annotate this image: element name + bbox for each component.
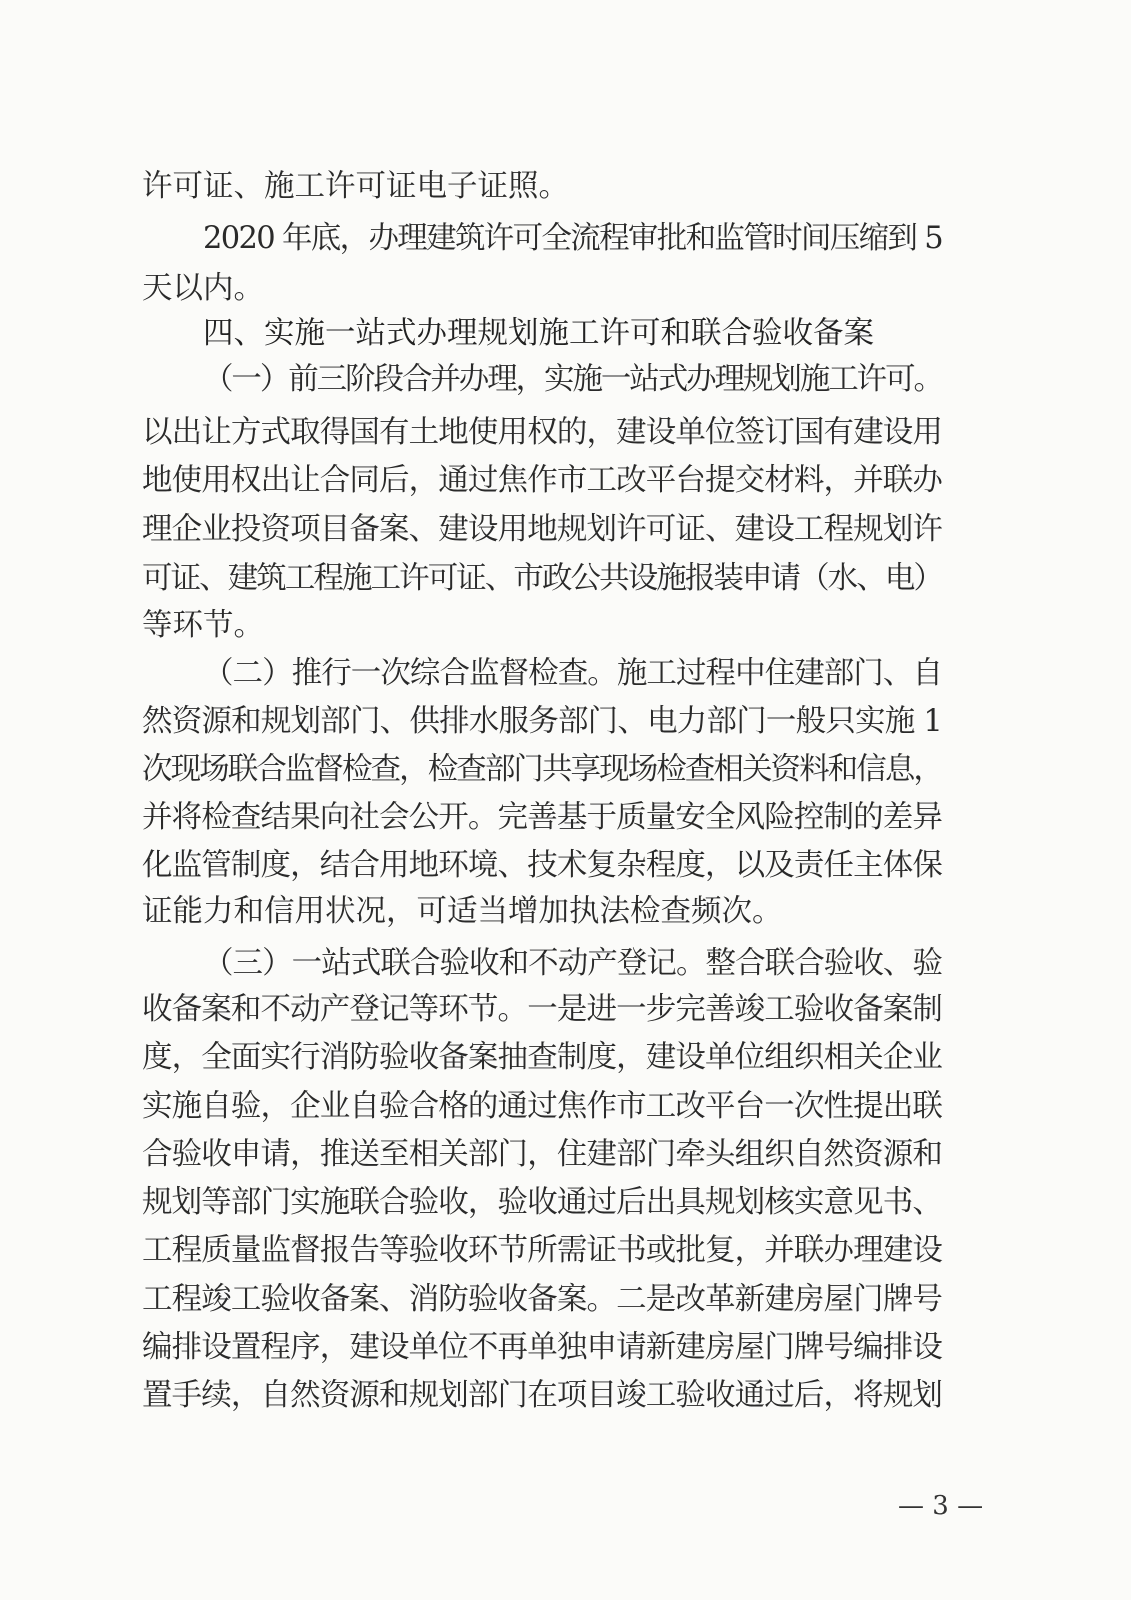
body-line: 2020 年底，办理建筑许可全流程审批和监管时间压缩到 5	[203, 221, 942, 256]
body-line: （二）推行一次综合监督检查。施工过程中住建部门、自	[203, 656, 942, 691]
body-line: 理企业投资项目备案、建设用地规划许可证、建设工程规划许	[142, 512, 943, 547]
body-line: 置手续，自然资源和规划部门在项目竣工验收通过后，将规划	[142, 1378, 943, 1413]
body-line: 天以内。	[142, 271, 264, 306]
page-number: — 3 —	[898, 1491, 984, 1521]
body-line: 度，全面实行消防验收备案抽查制度，建设单位组织相关企业	[142, 1040, 943, 1075]
body-line: 化监管制度，结合用地环境、技术复杂程度，以及责任主体保	[142, 848, 943, 883]
body-line: 收备案和不动产登记等环节。一是进一步完善竣工验收备案制	[142, 992, 943, 1027]
body-line: 规划等部门实施联合验收，验收通过后出具规划核实意见书、	[142, 1185, 943, 1220]
body-line: 许可证、施工许可证电子证照。	[142, 169, 569, 204]
body-line: 工程质量监督报告等验收环节所需证书或批复，并联办理建设	[142, 1233, 943, 1268]
body-line: 合验收申请，推送至相关部门，住建部门牵头组织自然资源和	[142, 1137, 943, 1172]
body-line: 以出让方式取得国有土地使用权的，建设单位签订国有建设用	[142, 415, 943, 450]
section-heading: 四、实施一站式办理规划施工许可和联合验收备案	[203, 316, 874, 351]
body-line: 证能力和信用状况，可适当增加执法检查频次。	[142, 894, 783, 929]
body-line: 地使用权出让合同后，通过焦作市工改平台提交材料，并联办	[142, 463, 943, 498]
body-line: 实施自验，企业自验合格的通过焦作市工改平台一次性提出联	[142, 1089, 943, 1124]
body-line: （三）一站式联合验收和不动产登记。整合联合验收、验	[203, 946, 942, 981]
body-line: （一）前三阶段合并办理，实施一站式办理规划施工许可。	[203, 362, 942, 397]
body-line: 等环节。	[142, 608, 264, 643]
body-line: 并将检查结果向社会公开。完善基于质量安全风险控制的差异	[142, 800, 943, 835]
body-line: 然资源和规划部门、供排水服务部门、电力部门一般只实施 1	[142, 704, 942, 739]
body-line: 可证、建筑工程施工许可证、市政公共设施报装申请（水、电）	[142, 561, 942, 596]
body-line: 工程竣工验收备案、消防验收备案。二是改革新建房屋门牌号	[142, 1282, 943, 1317]
body-line: 次现场联合监督检查，检查部门共享现场检查相关资料和信息，	[142, 752, 942, 787]
body-line: 编排设置程序，建设单位不再单独申请新建房屋门牌号编排设	[142, 1330, 943, 1365]
